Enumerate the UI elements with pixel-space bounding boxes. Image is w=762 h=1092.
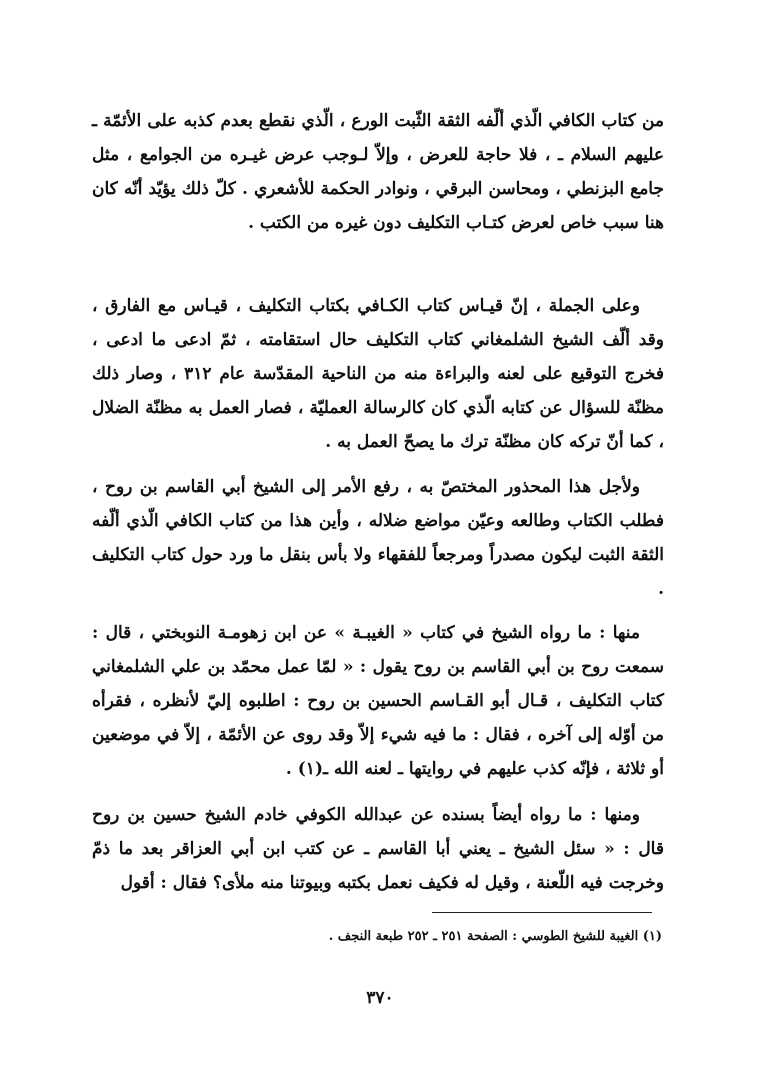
paragraph-4 <box>92 616 664 786</box>
paragraph-5-text: ومنها : ما رواه أيضاً بسنده عن عبدالله الكوفي خادم الشيخ حسين بن روح قال : « سئل الشيخ ـ يعني أبا القاسم ـ عن كتب ابن أبي العزاقر بعد ما ذمّ وخرجت فيه اللّعنة ، وقيل له فكيف نعمل بكتبه وبيوتنا منه ملأى؟ فقال : أقول <box>92 805 664 893</box>
paragraph-4-text: منها : ما رواه الشيخ في كتاب « الغيبـة » عن ابن زهومـة النوبختي ، قال : سمعت روح بن أبي القاسم بن روح يقول : « لمّا عمل محمّد بن علي الشلمغاني كتاب التكليف ، قـال أبو القـاسم الحسين بن روح : اطلبوه إليّ لأنظره ، فقرأه من أوّله إلى آخره ، فقال : ما فيه شيء إلاّ وقد روى عن الأئمّة ، إلاّ في موضعين أو ثلاثة ، فإنّه كذب عليهم في روايتها ـ لعنه الله ـ(١) . <box>92 623 664 779</box>
paragraph-1 <box>92 104 664 240</box>
paragraph-5 <box>92 798 664 900</box>
paragraph-1-text: من كتاب الكافي الّذي ألّفه الثقة الثّبت الورع ، الّذي نقطع بعدم كذبه على الأئمّة ـ عليهم السلام ـ ، فلا حاجة للعرض ، وإلاّ لـوجب عرض غيـره من الجوامع ، مثل جامع البزنطي ، ومحاسن البرقي ، ونوادر الحكمة للأشعري . كلّ ذلك يؤيّد أنّه كان هنا سبب خاص لعرض كتـاب التكليف دون غيره من الكتب . <box>92 111 664 233</box>
paragraph-2-text: وعلى الجملة ، إنّ قيـاس كتاب الكـافي بكتاب التكليف ، قيـاس مع الفارق ، وقد ألّف الشيخ الشلمغاني كتاب التكليف حال استقامته ، ثمّ ادعى ما ادعى ، فخرج التوقيع على لعنه والبراءة منه من الناحية المقدّسة عام ٣١٢ ، وصار ذلك مظنّة للسؤال عن كتابه الّذي كان كالرسالة العمليّة ، فصار العمل به مظنّة الضلال ، كما أنّ تركه كان مظنّة ترك ما يصحّ العمل به . <box>92 296 664 452</box>
footnote-separator <box>432 912 652 913</box>
paragraph-2 <box>92 289 664 459</box>
paragraph-3 <box>92 470 664 606</box>
paragraph-3-text: ولأجل هذا المحذور المختصّ به ، رفع الأمر إلى الشيخ أبي القاسم بن روح ، فطلب الكتاب وطالعه وعيّن مواضع ضلاله ، وأين هذا من كتاب الكافي الّذي ألّفه الثقة الثبت ليكون مصدراً ومرجعاً للفقهاء ولا بأس بنقل ما ورد حول كتاب التكليف . <box>92 477 664 599</box>
page-number: ٣٧٠ <box>366 988 394 1008</box>
footnote: (١) الغيبة للشيخ الطوسي : الصفحة ٢٥١ ـ ٢٥٢ طبعة النجف . <box>328 929 662 944</box>
